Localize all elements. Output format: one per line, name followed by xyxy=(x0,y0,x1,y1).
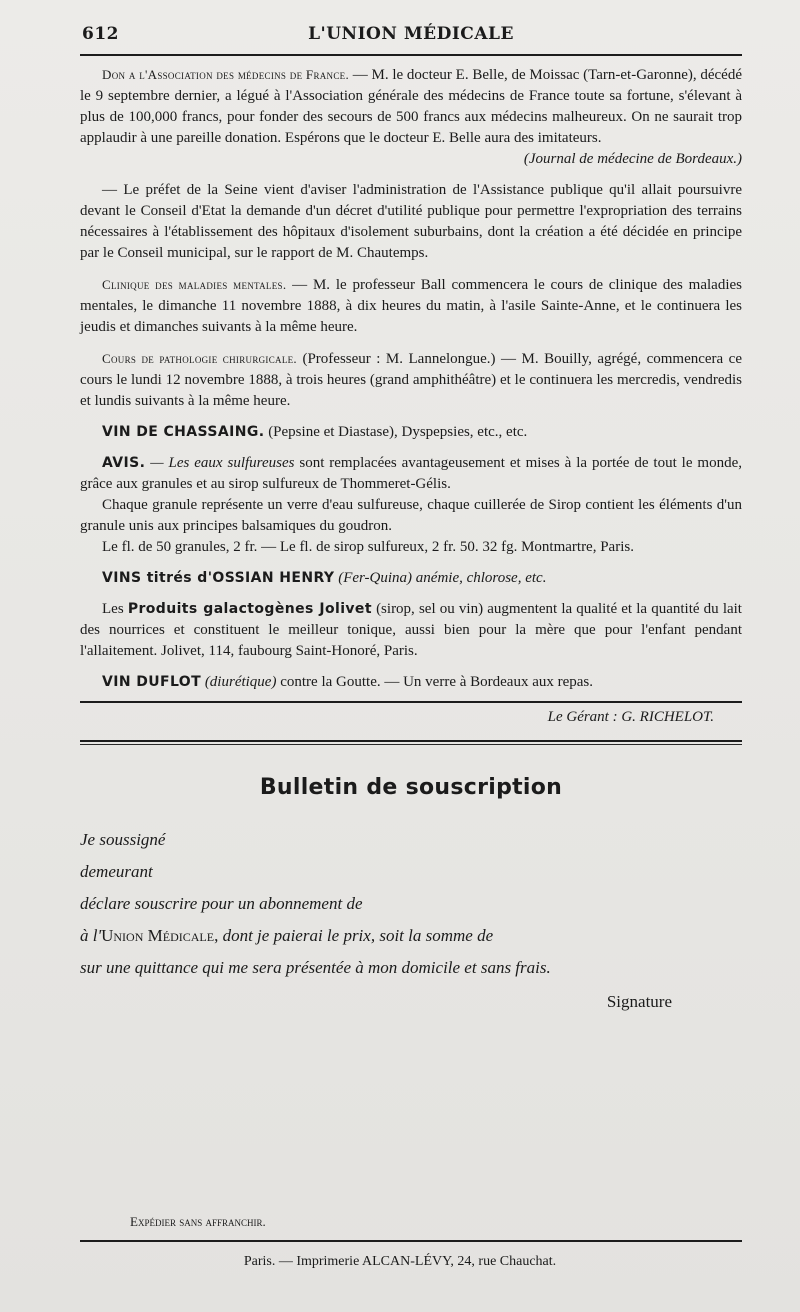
form-line-quittance: sur une quittance qui me sera présentée à mon domicile et sans frais. xyxy=(80,958,551,977)
journal-title: L'UNION MÉDICALE xyxy=(308,24,514,44)
avis-label: AVIS. xyxy=(102,455,146,471)
duflot-body: contre la Goutte. — Un verre à Bordeaux aux repas. xyxy=(276,674,594,690)
don-body: — M. le docteur E. Belle, de Moissac (Tarn-et-Garonne), décédé le 9 septembre dernier, a légué à l'Association générale des médecins de France toute sa fortune, s'élevant à plus de 100,000 francs, pour fonder des secours de 500 francs aux médecins malheureux. On ne saurait trop applaudir à une pareille donation. Espérons que le docteur E. Belle aura des imitateurs. xyxy=(80,67,742,146)
ad-jolivet xyxy=(80,599,742,662)
jolivet-intro: Les xyxy=(102,601,128,617)
duflot-name: VIN DUFLOT xyxy=(102,674,202,690)
chassaing-name: VIN DE CHASSAING. xyxy=(102,424,265,440)
cours-heading: Cours de pathologie chirurgicale. xyxy=(102,351,297,366)
ad-duflot xyxy=(80,672,742,693)
ad-avis xyxy=(80,453,742,495)
form-journal-name: Union Médicale, xyxy=(101,926,219,945)
form-line-prix-pre: à l' xyxy=(80,926,102,945)
avis-italic: — Les eaux sulfureuses xyxy=(145,455,295,471)
clinique-heading: Clinique des maladies mentales. xyxy=(102,277,287,292)
bulletin-rule-bottom xyxy=(80,744,742,745)
don-heading: Don a l'Association des médecins de France. xyxy=(102,67,350,82)
form-line-demeurant: demeurant xyxy=(80,862,153,881)
subscription-form xyxy=(80,824,742,1018)
expedier-note: Expédier sans affranchir. xyxy=(130,1214,266,1229)
news-item-cours xyxy=(80,348,742,412)
don-source: (Journal de médecine de Bordeaux.) xyxy=(523,151,742,167)
imprint-footer: Paris. — Imprimerie ALCAN-LÉVY, 24, rue Chauchat. xyxy=(243,1254,557,1269)
jolivet-name: Produits galactogènes Jolivet xyxy=(127,601,372,617)
avis-detail: Chaque granule représente un verre d'eau sulfureuse, chaque cuillerée de Sirop contient les éléments d'un granule unis aux principes balsamiques du goudron. xyxy=(80,497,742,534)
ad-vins xyxy=(80,568,742,589)
page-number: 612 xyxy=(82,24,119,44)
avis-prices: Le fl. de 50 granules, 2 fr. — Le fl. de sirop sulfureux, 2 fr. 50. 32 fg. Montmartre, Paris. xyxy=(102,539,634,555)
duflot-paren: (diurétique) xyxy=(201,674,277,690)
running-head xyxy=(80,18,742,48)
footer-rule xyxy=(80,1240,742,1242)
ad-chassaing xyxy=(80,422,742,443)
avis-body: sont remplacées avantageusement et mises à la portée de tout le monde, grâce aux granules et au sirop sulfureux de Thommeret-Gélis. xyxy=(80,455,742,492)
form-line-prix xyxy=(80,920,742,952)
gerant-signature: Le Gérant : G. RICHELOT. xyxy=(547,709,714,725)
jolivet-body: (sirop, sel ou vin) augmentent la qualité et la quantité du lait des nourrices et constituent le meilleur tonique, aussi bien pour la mère que pour l'enfant pendant l'allaitement. Jolivet, 114, faubourg Saint-Honoré, Paris. xyxy=(80,601,742,659)
bulletin-rule-top xyxy=(80,740,742,742)
cours-body: (Professeur : M. Lannelongue.) — M. Bouilly, agrégé, commencera ce cours le lundi 12 novembre 1888, à trois heures (grand amphithéâtre) et le continuera les mercredis, vendredis et lundis suivants à la même heure. xyxy=(80,351,742,409)
form-line-prix-post: dont je paierai le prix, soit la somme de xyxy=(218,926,494,945)
news-item-don xyxy=(80,64,742,149)
section-rule xyxy=(80,701,742,703)
news-item-clinique xyxy=(80,274,742,338)
news-item-prefet: — Le préfet de la Seine vient d'aviser l'administration de l'Assistance publique qu'il allait poursuivre devant le Conseil d'Etat la demande d'un décret d'utilité publique pour permettre l'expropriation des terrains nécessaires à l'établissement des hôpitaux d'isolement suburbains, dont la création a été décidée en principe par le Conseil municipal, sur le rapport de M. Chautemps. xyxy=(80,182,742,261)
form-line-abonnement: déclare souscrire pour un abonnement de xyxy=(80,894,363,913)
bulletin-title: Bulletin de souscription xyxy=(259,775,563,800)
clinique-body: — M. le professeur Ball commencera le cours de clinique des maladies mentales, le dimanche 11 novembre 1888, à dix heures du matin, à l'asile Sainte-Anne, et le continuera les jeudis et dimanches suivants à la même heure. xyxy=(80,277,742,335)
chassaing-rest: (Pepsine et Diastase), Dyspepsies, etc., etc. xyxy=(264,424,528,440)
form-line-soussigne: Je soussigné xyxy=(80,830,166,849)
vins-rest: (Fer-Quina) anémie, chlorose, etc. xyxy=(334,570,547,586)
signature-label: Signature xyxy=(606,992,672,1011)
vins-name: VINS titrés d'OSSIAN HENRY xyxy=(102,570,335,586)
